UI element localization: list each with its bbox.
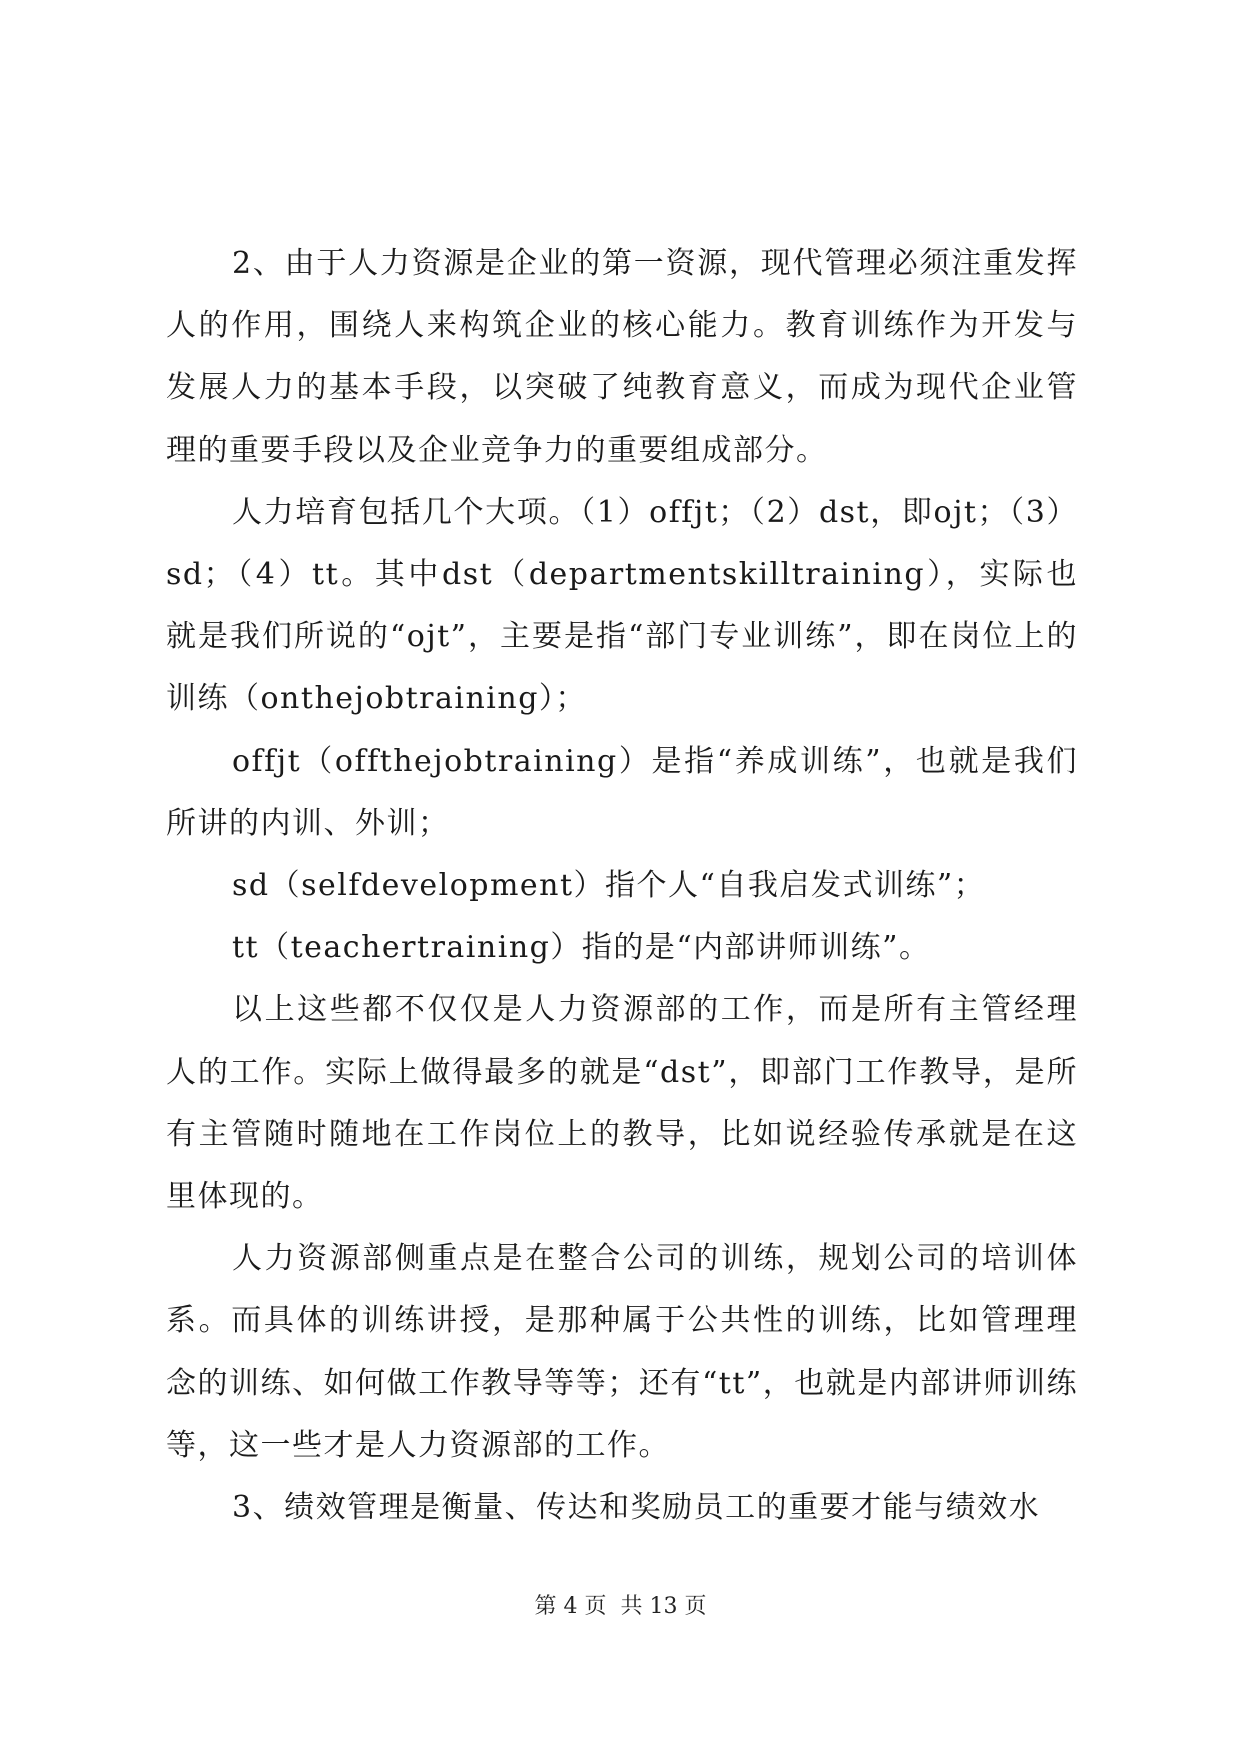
paragraph-3: offjt（offthejobtraining）是指“养成训练”，也就是我们所讲的内训、外训； <box>166 743 1078 841</box>
page-footer <box>0 1592 1241 1622</box>
paragraph-5: tt（teachertraining）指的是“内部讲师训练”。 <box>232 930 931 966</box>
paragraph-7: 人力资源部侧重点是在整合公司的训练，规划公司的培训体系。而具体的训练讲授，是那种属于公共性的训练，比如管理理念的训练、如何做工作教导等等；还有“tt”，也就是内部讲师训练等，这一些才是人力资源部的工作。 <box>166 1241 1078 1463</box>
paragraph-6: 以上这些都不仅仅是人力资源部的工作，而是所有主管经理人的工作。实际上做得最多的就是“dst”，即部门工作教导，是所有主管随时随地在工作岗位上的教导，比如说经验传承就是在这里体现的。 <box>166 992 1078 1215</box>
paragraph-8: 3、绩效管理是衡量、传达和奖励员工的重要才能与绩效水 <box>232 1490 1041 1526</box>
document-body <box>166 233 1078 1539</box>
paragraph-1: 2、由于人力资源是企业的第一资源，现代管理必须注重发挥人的作用，围绕人来构筑企业的核心能力。教育训练作为开发与发展人力的基本手段，以突破了纯教育意义，而成为现代企业管理的重要手段以及企业竞争力的重要组成部分。 <box>166 246 1078 468</box>
paragraph-2: 人力培育包括几个大项。（1）offjt；（2）dst，即ojt；（3）sd；（4）tt。其中dst（departmentskilltraining），实际也就是我们所说的“ojt”，主要是指“部门专业训练”，即在岗位上的训练（onthejobtraining）； <box>166 494 1078 717</box>
paragraph-4: sd（selfdevelopment）指个人“自我启发式训练”； <box>232 868 986 904</box>
page-number: 第 4 页 共 13 页 <box>534 1594 707 1619</box>
